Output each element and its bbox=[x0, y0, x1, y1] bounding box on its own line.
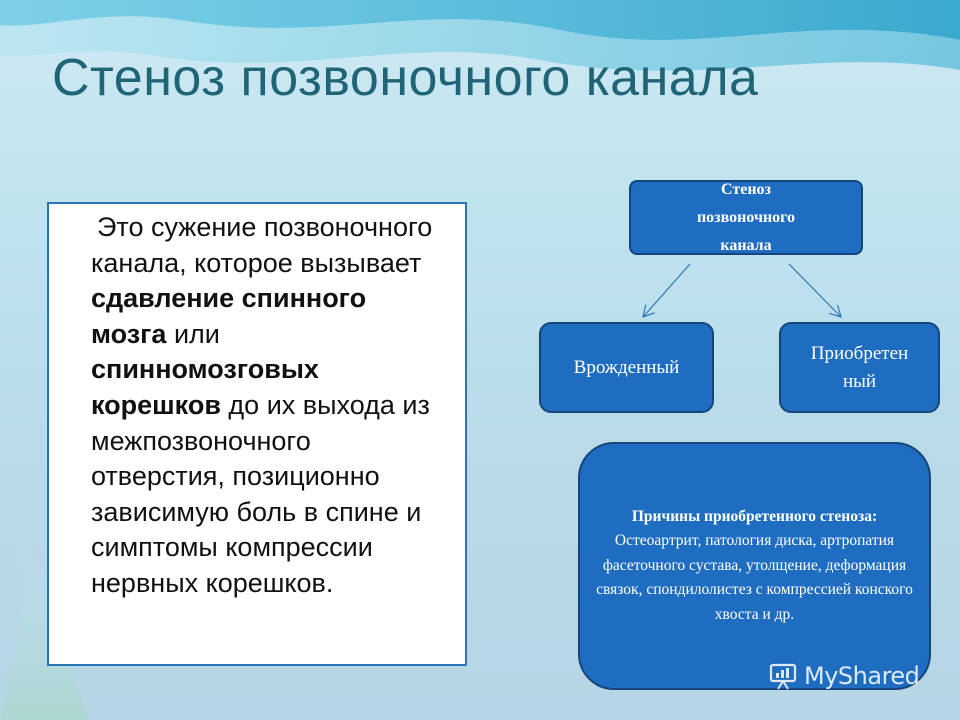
node-root-line-3: канала bbox=[720, 236, 772, 254]
node-spinal-stenosis bbox=[629, 180, 863, 255]
definition-bold-1: сдавление спинного мозга bbox=[91, 283, 367, 349]
node-acquired bbox=[779, 322, 940, 413]
definition-part-3: до их выхода из межпозвоночного отверстия, позиционно зависимую боль в спине и симптомы компрессии нервных корешков. bbox=[91, 389, 430, 598]
causes-text: Остеоартрит, патология диска, артропатия фасеточного сустава, утолщение, деформация связок, спондилолистез с компрессией конского хвоста и др. bbox=[596, 532, 913, 623]
definition-text bbox=[91, 210, 443, 602]
node-root-line-1: Стеноз bbox=[721, 180, 771, 198]
watermark bbox=[768, 660, 953, 692]
slide-title: Стеноз позвоночного канала bbox=[52, 49, 759, 107]
definition-part-2: или bbox=[166, 318, 220, 349]
node-acquired-line-2: ный bbox=[842, 370, 877, 392]
node-congenital bbox=[539, 322, 714, 413]
presentation-board-icon bbox=[768, 661, 798, 691]
node-acquired-line-1: Приобретен bbox=[810, 342, 909, 364]
watermark-text: MyShared bbox=[804, 662, 920, 690]
definition-part-1: Это сужение позвоночного канала, которое вызывает bbox=[91, 212, 433, 278]
causes-title: Причины приобретенного стеноза: bbox=[631, 507, 878, 525]
node-root-line-2: позвоночного bbox=[696, 208, 796, 226]
definition-bold-2: спинномозговых корешков bbox=[91, 354, 319, 420]
node-acquired-causes bbox=[578, 442, 931, 690]
definition-box bbox=[47, 202, 467, 666]
node-congenital-label: Врожденный bbox=[573, 356, 680, 378]
